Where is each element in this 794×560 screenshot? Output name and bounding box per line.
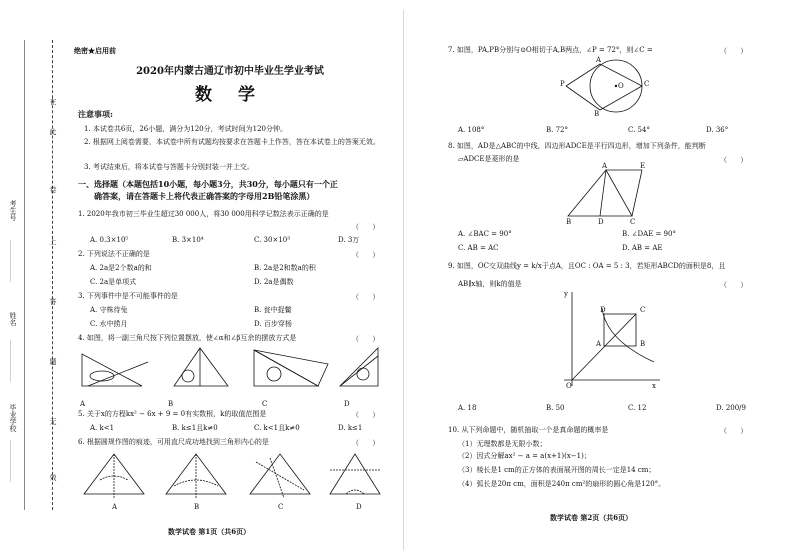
point-label: B bbox=[640, 340, 646, 348]
hyperbola bbox=[602, 308, 654, 362]
point-label: O bbox=[618, 82, 624, 90]
question-stem: 1. 2020年我市初三毕业生超过30 000人，将30 000用科学记数法表示正确的是 bbox=[78, 210, 329, 218]
axis-label: x bbox=[652, 382, 656, 390]
note-item: 2. 根据网上阅卷需要，本试卷中所有试题均按要求在答题卡上作答，答在本试卷上的答案无效。 bbox=[84, 138, 380, 146]
option: A. 0.3×10⁵ bbox=[90, 236, 129, 244]
question-stem: 7. 如图，PA,PB分别与⊙O相切于A,B两点，∠P = 72°，则∠C = bbox=[448, 46, 653, 54]
option: D. AB = AE bbox=[622, 244, 663, 252]
point-label: O bbox=[566, 382, 572, 390]
answer-paren: （ ） bbox=[352, 223, 380, 231]
point-label: B bbox=[594, 110, 600, 118]
option: B. ∠DAE = 90° bbox=[622, 230, 676, 238]
point-label: P bbox=[560, 80, 565, 88]
page-divider bbox=[403, 10, 404, 550]
binding-char: 卷 bbox=[49, 186, 57, 193]
option: A. 2a是2个数a的和 bbox=[90, 264, 152, 272]
point-label: A bbox=[596, 56, 602, 64]
option: C. 54° bbox=[628, 126, 650, 134]
binding-char: 无 bbox=[49, 418, 57, 425]
question-stem: 9. 如图，OC交双曲线y = k/x于点A，且OC : OA = 5 : 3，若矩形ABCD的面积是8，且 bbox=[448, 262, 726, 270]
question-stem: 6. 根据圆规作图的痕迹，可用直尺成功地找到三角形内心的是 bbox=[78, 438, 269, 446]
answer-paren: （ ） bbox=[720, 281, 748, 289]
answer-paren: （ ） bbox=[352, 411, 380, 419]
option: D. 3万 bbox=[338, 236, 360, 244]
option: C. AB = AC bbox=[458, 244, 499, 252]
field-blank: ____________ bbox=[10, 440, 18, 482]
question-stem: 4. 如图，将一副三角尺按下列位置摆放，使∠α和∠β互余的摆放方式是 bbox=[78, 334, 297, 342]
answer-paren: （ ） bbox=[720, 427, 748, 435]
exam-title: 2020年内蒙古通辽市初中毕业生学业考试 bbox=[136, 66, 324, 77]
option: B. 72° bbox=[546, 126, 569, 134]
note-item: 3. 考试结束后，将本试卷与答题卡分别封装一并上交。 bbox=[84, 163, 254, 171]
section-title: 一、选择题（本题包括10小题，每小题3分，共30分，每小题只有一个正 bbox=[78, 179, 338, 189]
answer-paren: （ ） bbox=[720, 47, 748, 55]
option: C. k<1且k≠0 bbox=[254, 424, 300, 432]
field-blank: ____________ bbox=[10, 240, 18, 282]
page-footer: 数学试卷 第2页（共6页） bbox=[550, 513, 633, 522]
question-stem: ▱ADCE是菱形的是 bbox=[458, 155, 520, 163]
option: A. ∠BAC = 90° bbox=[458, 230, 512, 238]
binding-char: 在 bbox=[49, 98, 57, 105]
point-label: C bbox=[630, 218, 636, 226]
q6-figures bbox=[80, 450, 380, 500]
figure-label: B bbox=[168, 400, 174, 408]
answer-paren: （ ） bbox=[720, 156, 748, 164]
set-square-b1 bbox=[174, 348, 228, 386]
point-label: C bbox=[640, 306, 646, 314]
proposition: （1）无理数都是无限小数； bbox=[458, 440, 547, 448]
figure-label: B bbox=[194, 503, 200, 511]
page-footer: 数学试卷 第1页（共6页） bbox=[168, 527, 251, 536]
option: D. 36° bbox=[706, 126, 729, 134]
field-exam-number: 考生号 bbox=[9, 200, 17, 221]
set-square-hole bbox=[90, 371, 114, 381]
tangent-pa bbox=[566, 64, 600, 86]
question-stem: 3. 下列事件中是不可能事件的是 bbox=[78, 292, 178, 300]
section-title: 确答案，请在答题卡上将代表正确答案的字母用2B铅笔涂黑） bbox=[94, 191, 315, 201]
subject-title: 数 学 bbox=[195, 85, 265, 105]
option: B. 50 bbox=[546, 404, 565, 412]
binding-char: 答 bbox=[49, 298, 57, 305]
binding-line bbox=[52, 40, 53, 510]
question-stem: 8. 如图，AD是△ABC的中线，四边形ADCE是平行四边形，增加下列条件，能判断 bbox=[448, 142, 706, 150]
point-label: B bbox=[566, 218, 572, 226]
option: C. 12 bbox=[628, 404, 647, 412]
option: B. k≤1且k≠0 bbox=[172, 424, 218, 432]
figure-label: D bbox=[356, 503, 362, 511]
option: A. k<1 bbox=[90, 424, 115, 432]
binding-char: 上 bbox=[49, 238, 57, 245]
proposition: （4）弧长是20π cm，面积是240π cm²的扇形的圆心角是120°。 bbox=[458, 480, 666, 488]
option: D. 200/9 bbox=[716, 404, 746, 412]
option: A. 18 bbox=[458, 404, 477, 412]
binding-line-outer bbox=[24, 40, 25, 510]
point-label: D bbox=[600, 306, 606, 314]
binding-char: 题 bbox=[49, 358, 57, 365]
q8-figure bbox=[562, 166, 652, 218]
point-label: A bbox=[602, 162, 608, 170]
binding-char: 效 bbox=[49, 474, 57, 481]
point-label: A bbox=[596, 340, 602, 348]
field-blank: ____________ bbox=[10, 340, 18, 382]
option: B. 3×10⁴ bbox=[172, 236, 204, 244]
secret-label: 绝密★启用前 bbox=[74, 46, 116, 55]
figure-label: A bbox=[80, 400, 86, 408]
option: A. 108° bbox=[458, 126, 485, 134]
option: C. 30×10³ bbox=[254, 236, 291, 244]
option: A. 守株待兔 bbox=[90, 306, 128, 314]
option: D. k≤1 bbox=[338, 424, 363, 432]
question-stem: 10. 从下列命题中，随机抽取一个是真命题的概率是 bbox=[448, 426, 609, 434]
q4-figures bbox=[78, 344, 378, 396]
q9-figure bbox=[562, 290, 662, 392]
answer-paren: （ ） bbox=[352, 251, 380, 259]
field-name: 姓名 bbox=[9, 312, 17, 326]
point-label: D bbox=[598, 218, 604, 226]
option: B. 瓮中捉鳖 bbox=[254, 306, 292, 314]
option: B. 2a是2和数a的积 bbox=[254, 264, 316, 272]
figure-label: C bbox=[278, 503, 284, 511]
option: C. 2a是单项式 bbox=[90, 278, 137, 286]
proposition: （2）因式分解ax² − a = a(x+1)(x−1)； bbox=[458, 452, 591, 460]
figure-label: C bbox=[262, 400, 268, 408]
question-stem: AB∥x轴，则k的值是 bbox=[458, 280, 522, 288]
figure-label: A bbox=[112, 503, 118, 511]
note-item: 1. 本试卷共6页，26小题，满分为120分，考试时间为120分钟。 bbox=[84, 125, 287, 133]
question-stem: 5. 关于x的方程kx² − 6x + 9 = 0有实数根，k的取值范围是 bbox=[78, 410, 267, 418]
point-label: E bbox=[640, 162, 646, 170]
tangent-pb bbox=[566, 86, 600, 110]
option: D. 百步穿杨 bbox=[254, 320, 292, 328]
notes-title: 注意事项: bbox=[78, 109, 113, 119]
figure-label: D bbox=[344, 400, 350, 408]
answer-paren: （ ） bbox=[352, 439, 380, 447]
point-label: C bbox=[644, 80, 650, 88]
set-square-a2 bbox=[88, 362, 148, 386]
option: C. 水中捞月 bbox=[90, 320, 128, 328]
set-square-a1 bbox=[82, 354, 142, 386]
set-square-d1 bbox=[340, 348, 378, 386]
binding-char: 此 bbox=[49, 128, 57, 135]
question-stem: 2. 下列说法不正确的是 bbox=[78, 250, 150, 258]
proposition: （3）棱长是1 cm的正方体的表面展开图的周长一定是14 cm； bbox=[458, 466, 656, 474]
answer-paren: （ ） bbox=[352, 335, 380, 343]
field-school: 毕业学校 bbox=[9, 404, 17, 432]
answer-paren: （ ） bbox=[352, 293, 380, 301]
option: D. 2a是偶数 bbox=[254, 278, 294, 286]
axis-label: y bbox=[564, 290, 568, 298]
